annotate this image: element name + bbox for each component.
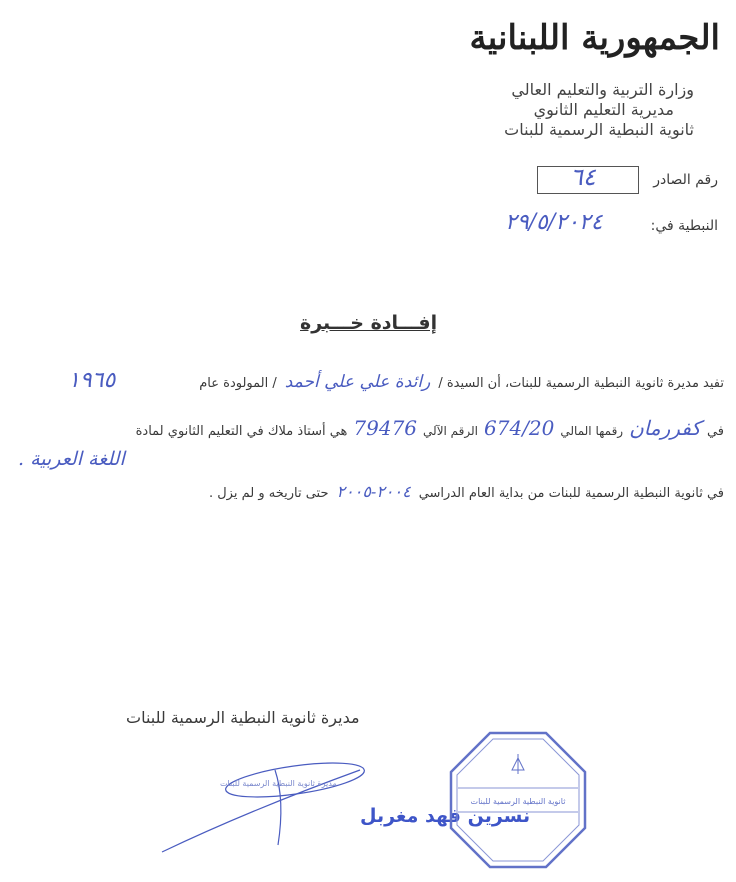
- subject: اللغة العربية .: [18, 448, 125, 470]
- born-label: / المولودة عام: [199, 376, 277, 391]
- start-year: ٢٠٠٤-٢٠٠٥: [336, 482, 411, 501]
- date-label: النبطية في:: [650, 218, 718, 234]
- body-line4-row: [8, 482, 724, 501]
- employee-name: رائدة علي علي أحمد: [284, 372, 431, 392]
- financial-number: 674/20: [484, 416, 555, 440]
- birthplace: كفررمان: [629, 416, 701, 440]
- birth-year: ١٩٦٥: [68, 368, 116, 393]
- school-line: ثانوية النبطية الرسمية للبنات: [504, 120, 694, 139]
- republic-heading: الجمهورية اللبنانية: [469, 18, 720, 58]
- document-title: إفـــادة خـــبرة: [300, 312, 438, 334]
- ref-label: رقم الصادر: [653, 172, 718, 188]
- ref-number: ٦٤: [570, 163, 596, 191]
- signature-name: نسرين فهد مغربل: [360, 805, 531, 827]
- body-line4-end: حتى تاريخه و لم يزل .: [208, 486, 329, 501]
- body-line1: تفيد مديرة ثانوية النبطية الرسمية للبنات، أن السيدة /: [438, 376, 724, 391]
- signature: [160, 760, 531, 855]
- in-label: في: [706, 424, 724, 439]
- auto-label: الرقم الآلي: [423, 424, 479, 438]
- date-value: ٢٩/٥/٢٠٢٤: [505, 210, 603, 235]
- financial-label: رقمها المالي: [560, 424, 624, 438]
- signatory-role: مديرة ثانوية النبطية الرسمية للبنات: [126, 708, 360, 727]
- signature-stamp-text: مديرة ثانوية النبطية الرسمية للبنات: [220, 779, 337, 788]
- body-line4: في ثانوية النبطية الرسمية للبنات من بداية العام الدراسي: [418, 486, 724, 501]
- auto-number: 79476: [353, 416, 418, 440]
- body-line2: هي أستاذ ملاك في التعليم الثانوي لمادة: [135, 424, 348, 439]
- body-line1-row: [8, 368, 724, 393]
- official-stamp: [448, 730, 588, 870]
- body-line2-row: [8, 416, 724, 440]
- stamp-text: ثانوية النبطية الرسمية للبنات: [470, 797, 566, 806]
- directorate-line: مديرية التعليم الثانوي: [533, 100, 674, 119]
- ministry-line: وزارة التربية والتعليم العالي: [511, 80, 694, 99]
